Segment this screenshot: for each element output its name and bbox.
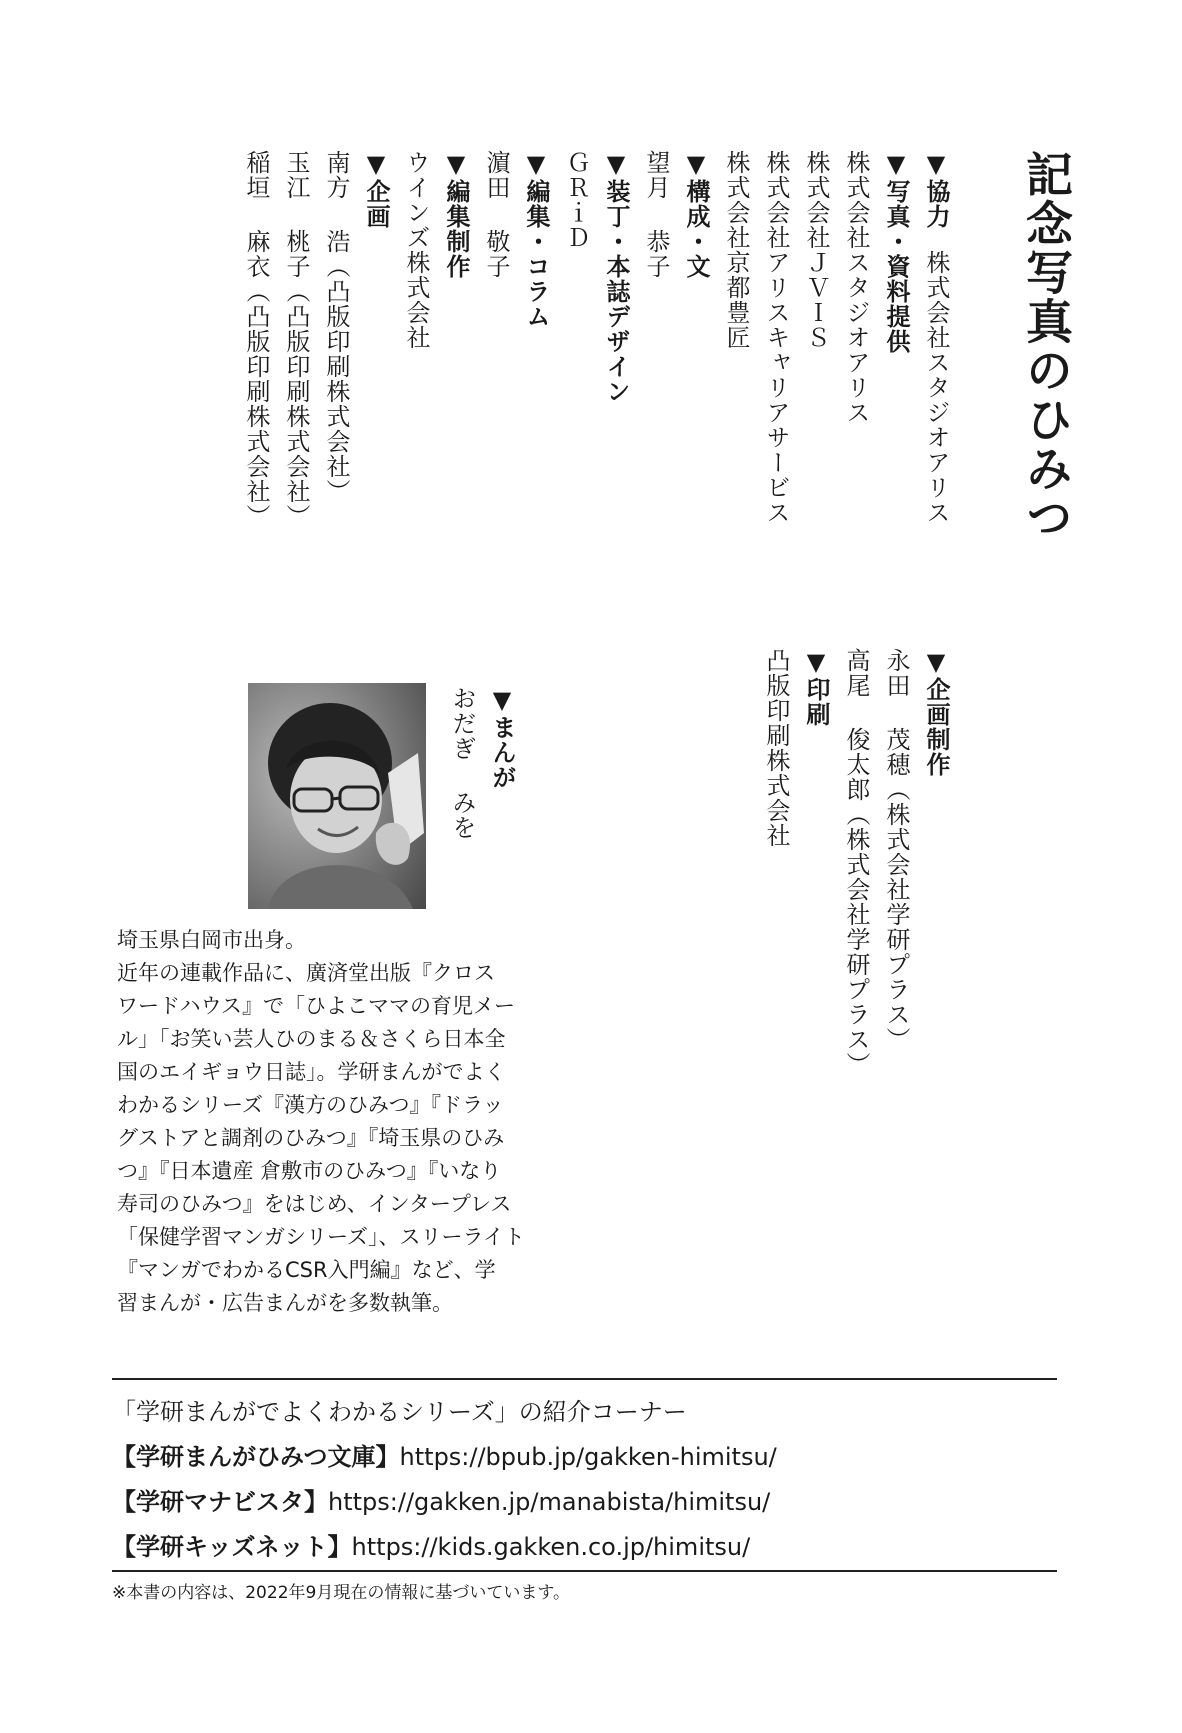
links-heading: 「学研まんがでよくわかるシリーズ」の紹介コーナー	[112, 1398, 687, 1426]
link-label: 【学研キッズネット】	[112, 1533, 352, 1561]
link-url[interactable]: https://bpub.jp/gakken-himitsu/	[399, 1443, 777, 1471]
bio-line: グストアと調剤のひみつ』『埼玉県のひみ	[117, 1126, 505, 1150]
credit-photo-4: 株式会社京都豊匠	[722, 150, 750, 350]
credit-heading-composition: ▼構成・文	[682, 150, 710, 279]
link-row-manabista	[112, 1480, 1057, 1525]
credit-heading-plan-production: ▼企画制作	[922, 648, 950, 777]
link-url[interactable]: https://kids.gakken.co.jp/himitsu/	[351, 1533, 751, 1561]
credit-planning-2: 玉江 桃子（凸版印刷株式会社）	[282, 150, 310, 529]
credit-editing-1: 濵田 敬子	[482, 150, 510, 279]
bio-line: つ』『日本遺産 倉敷市のひみつ』『いなり	[117, 1159, 502, 1183]
credit-photo-3: 株式会社アリスキャリアサービス	[762, 150, 790, 525]
link-url[interactable]: https://gakken.jp/manabista/himitsu/	[328, 1488, 771, 1516]
bio-line: ル」「お笑い芸人ひのまる＆さくら日本全	[117, 1027, 506, 1051]
link-row-kidsnet	[112, 1525, 1057, 1570]
credit-heading-production: ▼編集制作	[442, 150, 470, 279]
credit-heading-planning: ▼企画	[362, 150, 390, 229]
credit-plan-production-1: 永田 茂穂（株式会社学研プラス）	[882, 648, 910, 1052]
link-label: 【学研まんがひみつ文庫】	[112, 1443, 400, 1471]
series-links	[112, 1390, 1057, 1570]
divider-top	[112, 1378, 1057, 1380]
page-title: 記念写真のひみつ	[1018, 150, 1073, 542]
credit-heading-photo: ▼写真・資料提供	[882, 150, 910, 354]
link-row-bunko	[112, 1435, 1057, 1480]
credit-heading-manga: ▼まんが	[488, 686, 516, 790]
credit-plan-production-2: 高尾 俊太郎（株式会社学研プラス）	[842, 648, 870, 1077]
footnote: ※本書の内容は、2022年9月現在の情報に基づいています。	[112, 1583, 570, 1603]
bio-line: ワードハウス』で「ひよこママの育児メー	[117, 994, 515, 1018]
credit-heading-editing: ▼編集・コラム	[522, 150, 550, 329]
credit-heading-design: ▼装丁・本誌デザイン	[602, 150, 630, 404]
author-photo	[248, 683, 426, 909]
credit-planning-3: 稲垣 麻衣（凸版印刷株式会社）	[242, 150, 270, 529]
credit-heading-cooperation: ▼協力	[922, 150, 950, 229]
bio-line: 国のエイギョウ日誌」。学研まんがでよく	[117, 1060, 506, 1084]
bio-line: 埼玉県白岡市出身。	[117, 928, 306, 952]
credit-heading-printing: ▼印刷	[802, 648, 830, 727]
credit-design-1: ＧＲｉＤ	[562, 150, 590, 250]
link-label: 【学研マナビスタ】	[112, 1488, 328, 1516]
bio-line: 近年の連載作品に、廣済堂出版『クロス	[117, 961, 495, 985]
credit-photo-1: 株式会社スタジオアリス	[842, 150, 870, 425]
credit-planning-1: 南方 浩（凸版印刷株式会社）	[322, 150, 350, 504]
credit-production-1: ウインズ株式会社	[402, 150, 430, 350]
bio-line: 習まんが・広告まんがを多数執筆。	[117, 1291, 453, 1315]
bio-line: 寿司のひみつ』をはじめ、インタープレス	[117, 1192, 512, 1216]
credit-printing-1: 凸版印刷株式会社	[762, 648, 790, 848]
credit-photo-2: 株式会社ＪＶＩＳ	[802, 150, 830, 350]
credit-cooperation-1: 株式会社スタジオアリス	[922, 250, 950, 525]
credit-composition-1: 望月 恭子	[642, 150, 670, 279]
bio-line: 「保健学習マンガシリーズ」、スリーライト	[117, 1225, 525, 1249]
bio-line: わかるシリーズ『漢方のひみつ』『ドラッ	[117, 1093, 504, 1117]
author-biography	[117, 924, 527, 1320]
divider-bottom	[112, 1570, 1057, 1572]
bio-line: 『マンガでわかるCSR入門編』など、学	[117, 1258, 496, 1282]
credit-manga-1: おだぎ みを	[448, 686, 476, 840]
